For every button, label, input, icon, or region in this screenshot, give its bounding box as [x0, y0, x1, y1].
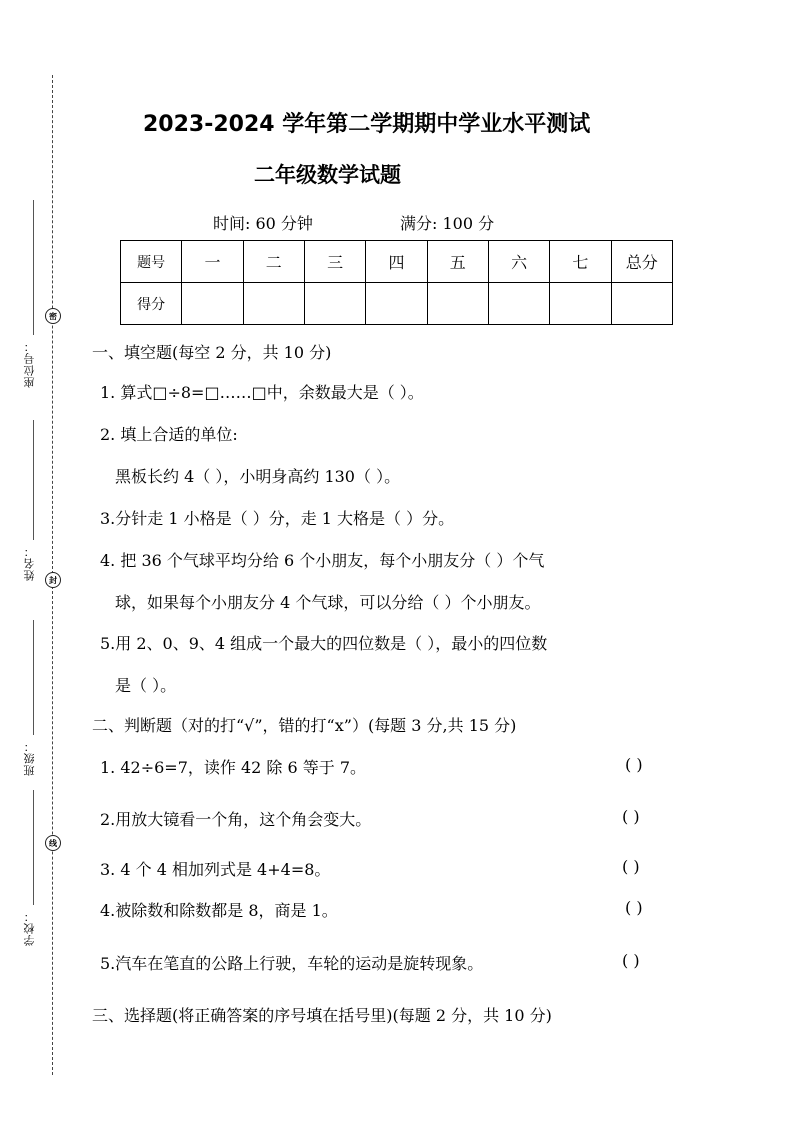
score-table-header-label: 题号 — [121, 241, 182, 283]
question-1-3: 3.分针走 1 小格是（ ）分，走 1 大格是（ ）分。 — [100, 509, 455, 528]
full-score: 满分: 100 分 — [400, 214, 495, 233]
score-table-header-row — [121, 241, 673, 283]
score-table-header: 一 — [182, 241, 243, 283]
judge-item-5: 5.汽车在笔直的公路上行驶，车轮的运动是旋转现象。 — [100, 954, 484, 973]
school-field-line — [33, 790, 34, 905]
question-1-4-line2: 球，如果每个小朋友分 4 个气球，可以分给（ ）个小朋友。 — [115, 593, 541, 612]
score-cell-total[interactable] — [611, 283, 672, 325]
score-table-header: 六 — [488, 241, 549, 283]
seat-label: 座位号： — [23, 340, 36, 388]
section2-heading: 二、判断题（对的打“√”，错的打“x”）(每题 3 分,共 15 分) — [92, 716, 517, 735]
score-cell[interactable] — [488, 283, 549, 325]
section1-heading: 一、填空题(每空 2 分，共 10 分) — [92, 343, 332, 362]
score-cell[interactable] — [366, 283, 427, 325]
score-table-header: 四 — [366, 241, 427, 283]
name-label: 姓名： — [23, 545, 36, 581]
question-1-4-line1: 4. 把 36 个气球平均分给 6 个小朋友，每个小朋友分（ ）个气 — [100, 551, 545, 570]
judge-answer-2[interactable]: ( ) — [622, 807, 640, 826]
question-1-1: 1. 算式□÷8=□……□中，余数最大是（ ）。 — [100, 383, 424, 402]
score-row-label: 得分 — [121, 283, 182, 325]
exam-time: 时间: 60 分钟 — [213, 214, 313, 233]
class-label: 班级： — [23, 740, 36, 776]
score-cell[interactable] — [427, 283, 488, 325]
score-cell[interactable] — [550, 283, 611, 325]
seal-feng: 封 — [45, 572, 61, 588]
class-field-line — [33, 620, 34, 735]
score-table-header: 三 — [304, 241, 365, 283]
judge-item-3: 3. 4 个 4 相加列式是 4+4=8。 — [100, 860, 331, 879]
seal-xian: 线 — [45, 835, 61, 851]
judge-item-2: 2.用放大镜看一个角，这个角会变大。 — [100, 810, 372, 829]
section3-heading: 三、选择题(将正确答案的序号填在括号里)(每题 2 分，共 10 分) — [92, 1006, 552, 1025]
question-1-2: 2. 填上合适的单位: — [100, 425, 238, 444]
score-cell[interactable] — [243, 283, 304, 325]
score-table-header: 五 — [427, 241, 488, 283]
score-cell[interactable] — [182, 283, 243, 325]
page-title: 2023-2024 学年第二学期期中学业水平测试 — [143, 112, 591, 137]
seal-mi: 密 — [45, 308, 61, 324]
page-subtitle: 二年级数学试题 — [254, 163, 401, 187]
score-table-header: 七 — [550, 241, 611, 283]
score-table-score-row — [121, 283, 673, 325]
question-1-5-line2: 是（ ）。 — [115, 676, 177, 695]
judge-item-4: 4.被除数和除数都是 8，商是 1。 — [100, 901, 338, 920]
question-1-5-line1: 5.用 2、0、9、4 组成一个最大的四位数是（ ），最小的四位数 — [100, 634, 548, 653]
question-1-2-line: 黑板长约 4（ ），小明身高约 130（ ）。 — [115, 467, 401, 486]
judge-item-1: 1. 42÷6=7，读作 42 除 6 等于 7。 — [100, 758, 367, 777]
score-table — [120, 240, 673, 325]
judge-answer-4[interactable]: ( ) — [625, 898, 643, 917]
name-field-line — [33, 420, 34, 540]
score-table-header: 二 — [243, 241, 304, 283]
score-cell[interactable] — [304, 283, 365, 325]
score-table-header-total: 总分 — [611, 241, 672, 283]
judge-answer-3[interactable]: ( ) — [622, 857, 640, 876]
school-label: 学校： — [23, 910, 36, 946]
judge-answer-1[interactable]: ( ) — [625, 755, 643, 774]
judge-answer-5[interactable]: ( ) — [622, 951, 640, 970]
seat-field-line — [33, 200, 34, 335]
